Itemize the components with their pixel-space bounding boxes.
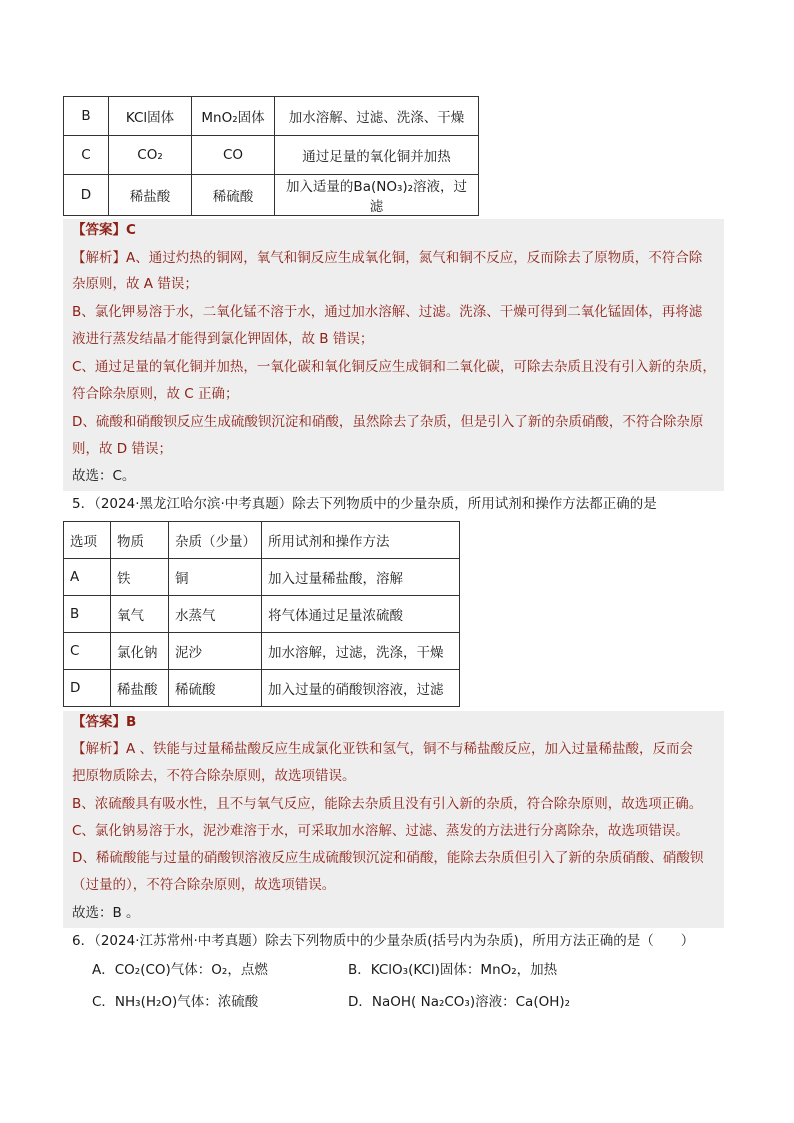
table-header-row (64, 522, 460, 559)
table-cell: CO₂ (109, 136, 192, 175)
table-cell: D (64, 670, 111, 707)
analysis-line: 【解析】A、通过灼热的铜网，氧气和铜反应生成氧化铜，氮气和铜不反应，反而除去了原物质，不符合除 (72, 250, 703, 266)
analysis-line: D、稀硫酸能与过量的硝酸钡溶液反应生成硫酸钡沉淀和硝酸，能除去杂质但引入了新的杂质硝酸、硝酸钡 (72, 850, 704, 866)
analysis-line: B、浓硫酸具有吸水性，且不与氧气反应，能除去杂质且没有引入新的杂质，符合除杂原则，故选项正确。 (72, 796, 703, 812)
impurity-table-q4 (63, 96, 479, 216)
analysis-line: C、通过足量的氧化铜并加热，一氧化碳和氧化铜反应生成铜和二氧化碳，可除去杂质且没有引入新的杂质， (72, 359, 716, 375)
analysis-line: （过量的），不符合除杂原则，故选项错误。 (72, 877, 336, 893)
option-a[interactable]: A．CO₂(CO)气体：O₂，点燃 (92, 962, 268, 978)
answer-label: 【答案】B (72, 714, 137, 730)
table-cell: 铜 (169, 559, 262, 596)
table-cell: C (64, 633, 111, 670)
analysis-line: 把原物质除去，不符合除杂原则，故选项错误。 (72, 768, 356, 784)
table-cell: 加入过量的硝酸钡溶液，过滤 (262, 670, 460, 707)
table-cell: B (64, 97, 109, 136)
option-b[interactable]: B．KClO₃(KCl)固体：MnO₂，加热 (348, 962, 558, 978)
analysis-line: 则，故 D 错误； (72, 441, 172, 457)
table-cell: MnO₂固体 (192, 97, 275, 136)
table-cell: 稀盐酸 (111, 670, 169, 707)
table-cell: 通过足量的氧化铜并加热 (275, 136, 479, 175)
question-5-stem: 5．（2024·黑龙江哈尔滨·中考真题）除去下列物质中的少量杂质，所用试剂和操作方法都正确的是 (72, 496, 657, 512)
table-cell: B (64, 596, 111, 633)
analysis-line: 杂原则，故 A 错误； (72, 276, 198, 292)
table-cell: 氧气 (111, 596, 169, 633)
table-row (64, 670, 460, 707)
table-header: 杂质（少量） (169, 522, 262, 559)
table-cell: D (64, 175, 109, 216)
table-cell: 泥沙 (169, 633, 262, 670)
analysis-line: 【解析】A 、铁能与过量稀盐酸反应生成氯化亚铁和氢气，铜不与稀盐酸反应，加入过量稀盐酸，反而会 (72, 741, 694, 757)
table-row (64, 633, 460, 670)
table-cell: 氯化钠 (111, 633, 169, 670)
impurity-table-q5 (63, 521, 460, 707)
table-cell: 加入适量的Ba(NO₃)₂溶液，过滤 (275, 175, 479, 216)
analysis-line: B、氯化钾易溶于水，二氧化锰不溶于水，通过加水溶解、过滤。洗涤、干燥可得到二氧化锰固体，再将滤 (72, 304, 703, 320)
analysis-line: 符合除杂原则，故 C 正确； (72, 386, 239, 402)
table-cell: 水蒸气 (169, 596, 262, 633)
table-header: 物质 (111, 522, 169, 559)
table-cell: A (64, 559, 111, 596)
table-cell: 加水溶解，过滤，洗涤，干燥 (262, 633, 460, 670)
answer-label: 【答案】C (72, 222, 136, 238)
table-cell: 稀硫酸 (169, 670, 262, 707)
table-header: 所用试剂和操作方法 (262, 522, 460, 559)
table-header: 选项 (64, 522, 111, 559)
analysis-line: C、氯化钠易溶于水，泥沙难溶于水，可采取加水溶解、过滤、蒸发的方法进行分离除杂，故选项错误。 (72, 823, 689, 839)
table-cell: 加水溶解、过滤、洗涤、干燥 (275, 97, 479, 136)
table-row (64, 97, 479, 136)
analysis-conclusion: 故选：B 。 (72, 905, 140, 921)
table-cell: C (64, 136, 109, 175)
analysis-line: D、硫酸和硝酸钡反应生成硫酸钡沉淀和硝酸，虽然除去了杂质，但是引入了新的杂质硝酸，不符合除杂原 (72, 414, 704, 430)
analysis-line: 液进行蒸发结晶才能得到氯化钾固体，故 B 错误； (72, 331, 374, 347)
table-cell: 稀盐酸 (109, 175, 192, 216)
table-cell: 将气体通过足量浓硫酸 (262, 596, 460, 633)
table-cell: KCl固体 (109, 97, 192, 136)
table-cell: 加入过量稀盐酸，溶解 (262, 559, 460, 596)
table-row (64, 136, 479, 175)
option-c[interactable]: C．NH₃(H₂O)气体：浓硫酸 (92, 994, 259, 1010)
table-cell: CO (192, 136, 275, 175)
option-d[interactable]: D．NaOH( Na₂CO₃)溶液：Ca(OH)₂ (348, 994, 571, 1010)
table-row (64, 596, 460, 633)
analysis-conclusion: 故选：C。 (72, 468, 136, 484)
table-cell: 稀硫酸 (192, 175, 275, 216)
table-row (64, 175, 479, 216)
table-cell: 铁 (111, 559, 169, 596)
question-6-stem: 6．（2024·江苏常州·中考真题）除去下列物质中的少量杂质(括号内为杂质)，所用方法正确的是（ ） (72, 933, 695, 949)
table-row (64, 559, 460, 596)
